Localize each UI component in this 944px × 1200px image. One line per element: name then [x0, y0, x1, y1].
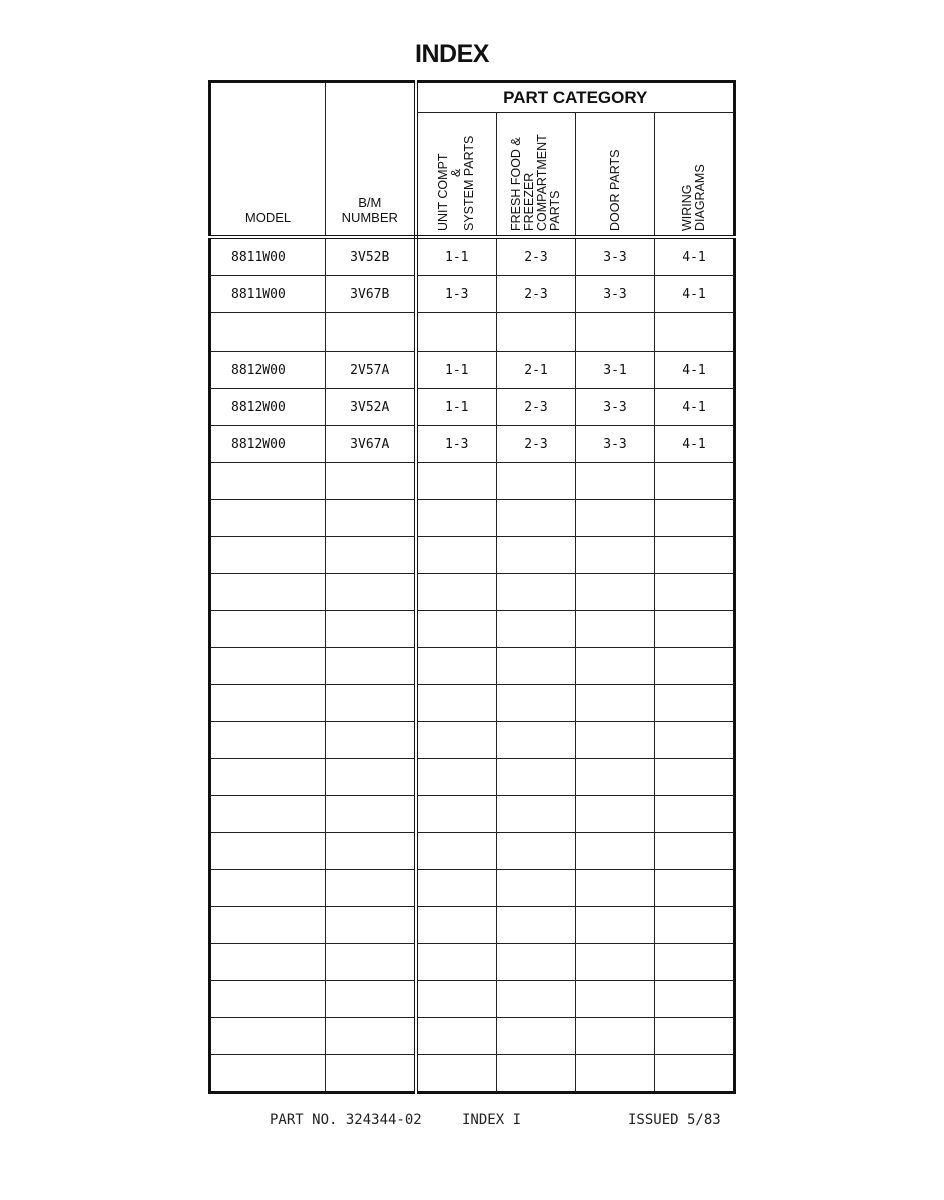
table-cell: [210, 611, 326, 648]
table-cell: [210, 907, 326, 944]
table-cell: [497, 500, 576, 537]
table-cell: [497, 907, 576, 944]
table-cell: [416, 648, 497, 685]
table-cell: [326, 574, 416, 611]
table-cell: [576, 500, 655, 537]
table-cell: [326, 796, 416, 833]
table-cell: 3-3: [576, 426, 655, 463]
part-category-header: PART CATEGORY: [416, 82, 735, 113]
table-cell: 3-3: [576, 389, 655, 426]
table-cell: [655, 463, 735, 500]
table-row: [210, 426, 735, 463]
table-cell: 1-1: [416, 352, 497, 389]
table-cell: 8812W00: [210, 426, 326, 463]
table-cell: [497, 796, 576, 833]
table-cell: [326, 759, 416, 796]
index-table: [208, 80, 736, 1094]
table-cell: [416, 313, 497, 352]
table-row: [210, 237, 735, 276]
category-header: [497, 113, 576, 238]
table-cell: 4-1: [655, 237, 735, 276]
table-row: [210, 870, 735, 907]
table-cell: [497, 981, 576, 1018]
table-cell: 1-3: [416, 426, 497, 463]
table-cell: [416, 500, 497, 537]
table-cell: [576, 907, 655, 944]
issued-date: ISSUED 5/83: [628, 1112, 721, 1128]
table-row: [210, 500, 735, 537]
table-cell: [210, 833, 326, 870]
table-cell: [497, 313, 576, 352]
table-cell: [416, 870, 497, 907]
table-cell: 3-3: [576, 276, 655, 313]
table-cell: [576, 944, 655, 981]
page-title: INDEX: [415, 40, 489, 68]
table-cell: [655, 870, 735, 907]
table-cell: [655, 981, 735, 1018]
category-label: [609, 115, 622, 235]
table-cell: [326, 313, 416, 352]
table-cell: [210, 313, 326, 352]
table-cell: 2-3: [497, 426, 576, 463]
table-cell: 3V67A: [326, 426, 416, 463]
category-label-line: &: [449, 168, 464, 178]
table-cell: [655, 685, 735, 722]
category-label-line: UNIT COMPT: [436, 153, 451, 231]
table-cell: [655, 611, 735, 648]
table-cell: [655, 574, 735, 611]
table-cell: 3V52A: [326, 389, 416, 426]
table-row: [210, 648, 735, 685]
table-cell: [210, 500, 326, 537]
table-cell: [497, 648, 576, 685]
table-cell: [655, 944, 735, 981]
table-cell: [326, 463, 416, 500]
table-cell: [497, 870, 576, 907]
table-cell: [655, 537, 735, 574]
category-label-line: SYSTEM PARTS: [462, 135, 477, 231]
table-cell: 8811W00: [210, 276, 326, 313]
category-header: [416, 113, 497, 238]
table-row: [210, 1055, 735, 1093]
table-cell: [416, 833, 497, 870]
table-cell: [576, 796, 655, 833]
table-cell: [576, 833, 655, 870]
table-row: [210, 685, 735, 722]
table-cell: [576, 759, 655, 796]
table-row: [210, 537, 735, 574]
table-cell: [576, 870, 655, 907]
table-cell: [497, 944, 576, 981]
category-label-line: PARTS: [548, 190, 562, 231]
table-cell: 2V57A: [326, 352, 416, 389]
table-cell: [326, 1055, 416, 1093]
category-label-line: WIRING: [680, 184, 694, 231]
table-cell: [416, 1055, 497, 1093]
table-cell: [655, 1055, 735, 1093]
table-cell: [576, 1055, 655, 1093]
table-row: [210, 722, 735, 759]
table-cell: [210, 574, 326, 611]
table-cell: [326, 1018, 416, 1055]
table-cell: [576, 685, 655, 722]
table-cell: 3V67B: [326, 276, 416, 313]
category-header: [655, 113, 735, 238]
table-row: [210, 352, 735, 389]
bm-label-2: NUMBER: [341, 210, 398, 225]
table-cell: [497, 833, 576, 870]
table-cell: [497, 722, 576, 759]
table-cell: [576, 463, 655, 500]
table-row: [210, 1018, 735, 1055]
table-cell: 4-1: [655, 352, 735, 389]
table-cell: 2-1: [497, 352, 576, 389]
table-cell: [576, 537, 655, 574]
category-header: [576, 113, 655, 238]
table-cell: [416, 537, 497, 574]
table-cell: 8812W00: [210, 352, 326, 389]
table-cell: [326, 500, 416, 537]
table-cell: 4-1: [655, 389, 735, 426]
table-cell: 1-1: [416, 237, 497, 276]
table-cell: [210, 463, 326, 500]
table-cell: [655, 796, 735, 833]
table-cell: [497, 611, 576, 648]
category-label-line: DIAGRAMS: [693, 164, 707, 231]
table-cell: [210, 1055, 326, 1093]
table-cell: [655, 313, 735, 352]
table-cell: [416, 722, 497, 759]
table-cell: [497, 1055, 576, 1093]
table-cell: [210, 722, 326, 759]
table-cell: [326, 944, 416, 981]
table-cell: 1-3: [416, 276, 497, 313]
table-cell: [497, 537, 576, 574]
table-cell: [210, 1018, 326, 1055]
table-cell: [210, 870, 326, 907]
table-row: [210, 759, 735, 796]
table-cell: [655, 833, 735, 870]
table-cell: 3-1: [576, 352, 655, 389]
table-cell: [576, 648, 655, 685]
table-cell: [210, 537, 326, 574]
table-cell: [655, 1018, 735, 1055]
category-label: [437, 115, 476, 235]
table-cell: [576, 611, 655, 648]
category-label: [510, 115, 562, 235]
table-cell: [416, 759, 497, 796]
table-cell: [655, 648, 735, 685]
table-cell: [210, 796, 326, 833]
table-cell: 3-3: [576, 237, 655, 276]
table-cell: [326, 537, 416, 574]
table-cell: [655, 759, 735, 796]
table-cell: [576, 1018, 655, 1055]
table-cell: [655, 500, 735, 537]
table-cell: [416, 944, 497, 981]
table-cell: [416, 463, 497, 500]
table-cell: [497, 759, 576, 796]
table-cell: [416, 611, 497, 648]
table-cell: [210, 759, 326, 796]
table-cell: [210, 685, 326, 722]
table-cell: [210, 648, 326, 685]
category-label-line: COMPARTMENT: [535, 134, 549, 231]
table-row: [210, 944, 735, 981]
table-cell: 2-3: [497, 276, 576, 313]
table-cell: [416, 907, 497, 944]
table-cell: [326, 981, 416, 1018]
bm-number-header: [326, 82, 416, 238]
category-label-line: DOOR PARTS: [607, 149, 622, 231]
table-cell: [576, 981, 655, 1018]
table-cell: [416, 981, 497, 1018]
table-row: [210, 389, 735, 426]
table-cell: [210, 981, 326, 1018]
table-cell: 3V52B: [326, 237, 416, 276]
table-cell: [326, 722, 416, 759]
table-row: [210, 313, 735, 352]
part-number: PART NO. 324344-02: [270, 1112, 422, 1128]
table-cell: 1-1: [416, 389, 497, 426]
table-row: [210, 611, 735, 648]
table-cell: [497, 574, 576, 611]
table-cell: [326, 611, 416, 648]
table-cell: [655, 722, 735, 759]
table-cell: [497, 685, 576, 722]
table-cell: 4-1: [655, 426, 735, 463]
table-cell: 2-3: [497, 237, 576, 276]
table-row: [210, 981, 735, 1018]
table-row: [210, 833, 735, 870]
table-cell: [497, 1018, 576, 1055]
model-header: MODEL: [210, 82, 326, 238]
table-cell: [326, 648, 416, 685]
table-cell: [576, 313, 655, 352]
table-cell: [326, 870, 416, 907]
table-row: [210, 796, 735, 833]
table-cell: [326, 907, 416, 944]
table-cell: [576, 574, 655, 611]
table-cell: [576, 722, 655, 759]
table-cell: [416, 1018, 497, 1055]
table-cell: [326, 833, 416, 870]
table-cell: 8811W00: [210, 237, 326, 276]
category-label-line: FREEZER: [522, 172, 536, 231]
category-label: [681, 115, 707, 235]
table-cell: [416, 685, 497, 722]
category-label-line: FRESH FOOD &: [509, 137, 523, 231]
table-cell: [416, 574, 497, 611]
table-cell: [655, 907, 735, 944]
table-cell: [497, 463, 576, 500]
index-label: INDEX I: [462, 1112, 522, 1128]
table-row: [210, 276, 735, 313]
table-row: [210, 463, 735, 500]
table-cell: [210, 944, 326, 981]
table-cell: [416, 796, 497, 833]
table-cell: [326, 685, 416, 722]
table-cell: 8812W00: [210, 389, 326, 426]
table-row: [210, 907, 735, 944]
bm-label-1: B/M: [358, 195, 382, 210]
table-row: [210, 574, 735, 611]
table-cell: 4-1: [655, 276, 735, 313]
table-cell: 2-3: [497, 389, 576, 426]
